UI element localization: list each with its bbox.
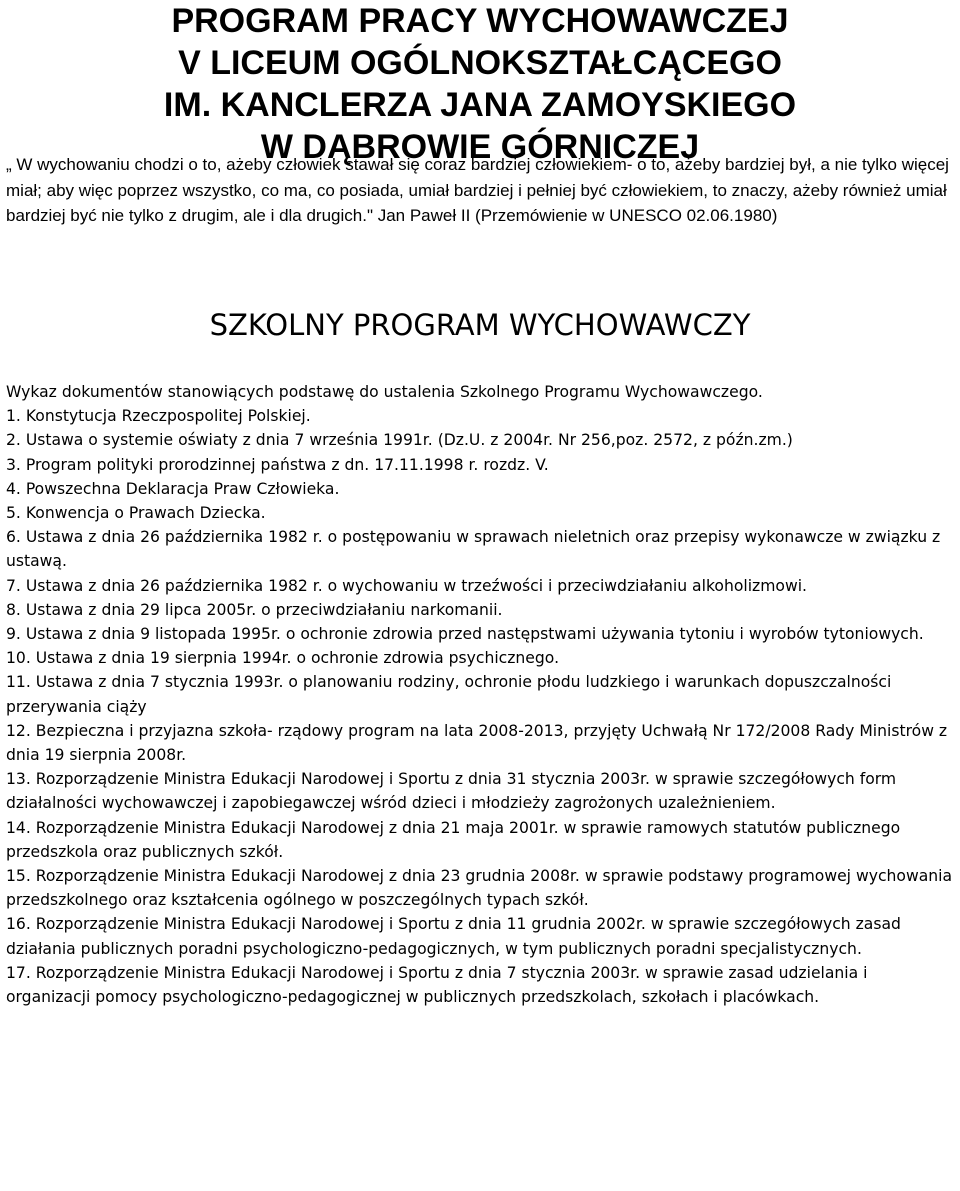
document-item: 5. Konwencja o Prawach Dziecka. xyxy=(6,504,266,523)
epigraph-quote: „ W wychowaniu chodzi o to, ażeby człowiek stawał się coraz bardziej człowiekiem- o to, ażeby bardziej był, a nie tylko więcej miał; aby więc poprzez wszystko, co ma, co posiada, umiał bardziej i pełniej być człowiekiem, to znaczy, ażeby również umiał bardziej być nie tylko z drugim, ale i dla drugich." Jan Paweł II (Przemówienie w UNESCO 02.06.1980) xyxy=(6,155,949,225)
document-item: 1. Konstytucja Rzeczpospolitej Polskiej. xyxy=(6,407,311,426)
title-line-3: IM. KANCLERZA JANA ZAMOYSKIEGO xyxy=(163,86,797,124)
document-item: 4. Powszechna Deklaracja Praw Człowieka. xyxy=(6,479,340,498)
document-item: 7. Ustawa z dnia 26 października 1982 r. o wychowaniu w trzeźwości i przeciwdziałaniu alkoholizmowi. xyxy=(6,576,808,595)
document-item: 2. Ustawa o systemie oświaty z dnia 7 września 1991r. (Dz.U. z 2004r. Nr 256,poz. 2572, z późn.zm.) xyxy=(6,431,793,450)
documents-intro: Wykaz dokumentów stanowiących podstawę do ustalenia Szkolnego Programu Wychowawczego. xyxy=(6,383,763,401)
document-item: 16. Rozporządzenie Ministra Edukacji Narodowej i Sportu z dnia 11 grudnia 2002r. w sprawie szczegółowych zasad działania publicznych poradni psychologiczno-pedagogicznych, w tym publicznych poradni specjalistycznych. xyxy=(6,915,901,958)
document-item: 12. Bezpieczna i przyjazna szkoła- rządowy program na lata 2008-2013, przyjęty Uchwałą Nr 172/2008 Rady Ministrów z dnia 19 sierpnia 2008r. xyxy=(6,721,948,765)
document-item: 17. Rozporządzenie Ministra Edukacji Narodowej i Sportu z dnia 7 stycznia 2003r. w sprawie zasad udzielania i organizacji pomocy psychologiczno-pedagogicznej w publicznych przedszkolach, szkołach i placówkach. xyxy=(6,963,868,1007)
title-line-2: V LICEUM OGÓLNOKSZTAŁCĄCEGO xyxy=(178,44,782,82)
title-line-4: W DĄBROWIE GÓRNICZEJ xyxy=(260,128,700,166)
document-item: 3. Program polityki prorodzinnej państwa z dn. 17.11.1998 r. rozdz. V. xyxy=(6,455,549,474)
document-item: 11. Ustawa z dnia 7 stycznia 1993r. o planowaniu rodziny, ochronie płodu ludzkiego i warunkach dopuszczalności przerywania ciąży xyxy=(6,673,892,716)
title-line-1: PROGRAM PRACY WYCHOWAWCZEJ xyxy=(171,2,789,40)
documents-list xyxy=(6,380,956,1009)
document-item: 9. Ustawa z dnia 9 listopada 1995r. o ochronie zdrowia przed następstwami używania tytoniu i wyrobów tytoniowych. xyxy=(6,625,924,644)
section-heading: SZKOLNY PROGRAM WYCHOWAWCZY xyxy=(209,308,751,342)
document-title xyxy=(0,0,960,168)
document-item: 15. Rozporządzenie Ministra Edukacji Narodowej z dnia 23 grudnia 2008r. w sprawie podstawy programowej wychowania przedszkolnego oraz kształcenia ogólnego w poszczególnych typach szkół. xyxy=(6,867,953,910)
document-item: 6. Ustawa z dnia 26 października 1982 r. o postępowaniu w sprawach nieletnich oraz przepisy wykonawcze w związku z ustawą. xyxy=(6,528,941,571)
document-item: 8. Ustawa z dnia 29 lipca 2005r. o przeciwdziałaniu narkomanii. xyxy=(6,600,503,619)
document-item: 13. Rozporządzenie Ministra Edukacji Narodowej i Sportu z dnia 31 stycznia 2003r. w sprawie szczegółowych form działalności wychowawczej i zapobiegawczej wśród dzieci i młodzieży zagrożonych uzależnieniem. xyxy=(6,770,897,813)
document-item: 14. Rozporządzenie Ministra Edukacji Narodowej z dnia 21 maja 2001r. w sprawie ramowych statutów publicznego przedszkola oraz publicznych szkół. xyxy=(6,818,901,861)
document-item: 10. Ustawa z dnia 19 sierpnia 1994r. o ochronie zdrowia psychicznego. xyxy=(6,649,560,668)
